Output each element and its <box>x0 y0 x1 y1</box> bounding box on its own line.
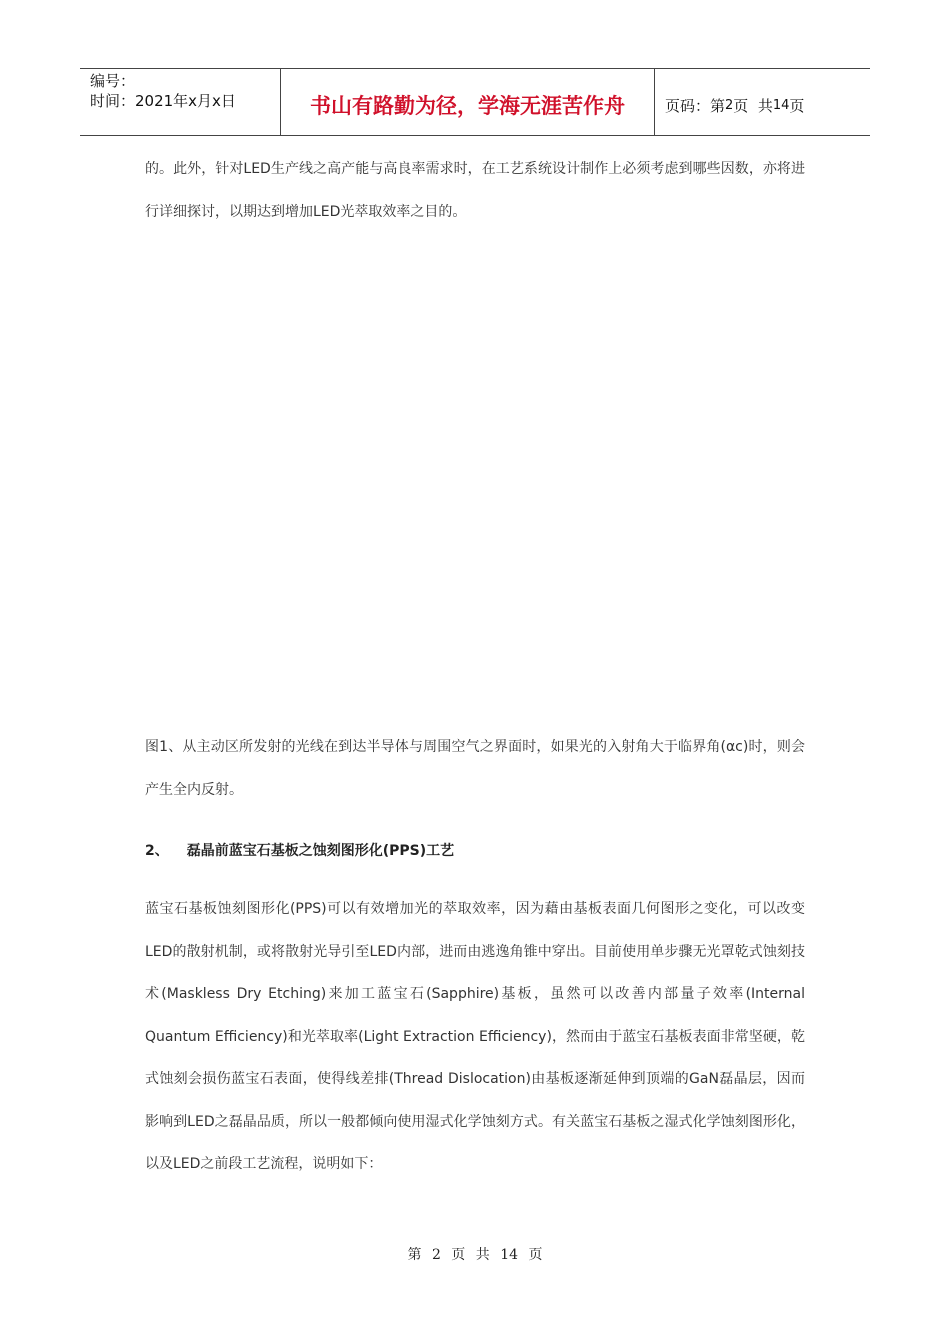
figure-caption: 图1、从主动区所发射的光线在到达半导体与周围空气之界面时，如果光的入射角大于临界角(αc)时，则会产生全内反射。 <box>145 739 805 798</box>
section-title: 磊晶前蓝宝石基板之蚀刻图形化(PPS)工艺 <box>186 843 455 859</box>
page-number: 2 <box>725 97 734 113</box>
figure-placeholder <box>145 230 805 720</box>
page-label: 页码：第 <box>665 96 726 115</box>
total-pages: 14 <box>772 97 790 113</box>
header-page-info <box>655 69 870 135</box>
header-motto: 书山有路勤为径，学海无涯苦作舟 <box>281 69 655 135</box>
page-end-label: 页 <box>789 96 805 115</box>
section-number: 2、 <box>145 843 169 859</box>
section-heading <box>145 836 454 866</box>
page-header <box>80 68 870 136</box>
header-meta <box>80 69 281 135</box>
intro-paragraph: 的。此外，针对LED生产线之高产能与高良率需求时，在工艺系统设计制作上必须考虑到哪些因数，亦将进行详细探讨，以期达到增加LED光萃取效率之目的。 <box>145 161 805 220</box>
section-paragraph: 蓝宝石基板蚀刻图形化(PPS)可以有效增加光的萃取效率，因为藉由基板表面几何图形之变化，可以改变LED的散射机制，或将散射光导引至LED内部，进而由逃逸角锥中穿出。目前使用单步骤无光罩乾式蚀刻技术(Maskless Dry Etching)来加工蓝宝石(Sapphire)基板，虽然可以改善内部量子效率(Internal Quantum Efficiency)和光萃取率(Light Extraction Efficiency)，然而由于蓝宝石基板表面非常坚硬，乾式蚀刻会损伤蓝宝石表面，使得线差排(Thread Dislocation)由基板逐渐延伸到顶端的GaN磊晶层，因而影响到LED之磊晶品质，所以一般都倾向使用湿式化学蚀刻方式。有关蓝宝石基板之湿式化学蚀刻图形化，以及LED之前段工艺流程，说明如下： <box>145 901 805 1172</box>
code-label: 编号： <box>90 72 136 90</box>
time-label: 时间：2021年x月x日 <box>90 92 236 110</box>
page-mid-label: 页 共 <box>733 96 773 115</box>
page-footer: 第 2 页 共 14 页 <box>407 1247 543 1263</box>
